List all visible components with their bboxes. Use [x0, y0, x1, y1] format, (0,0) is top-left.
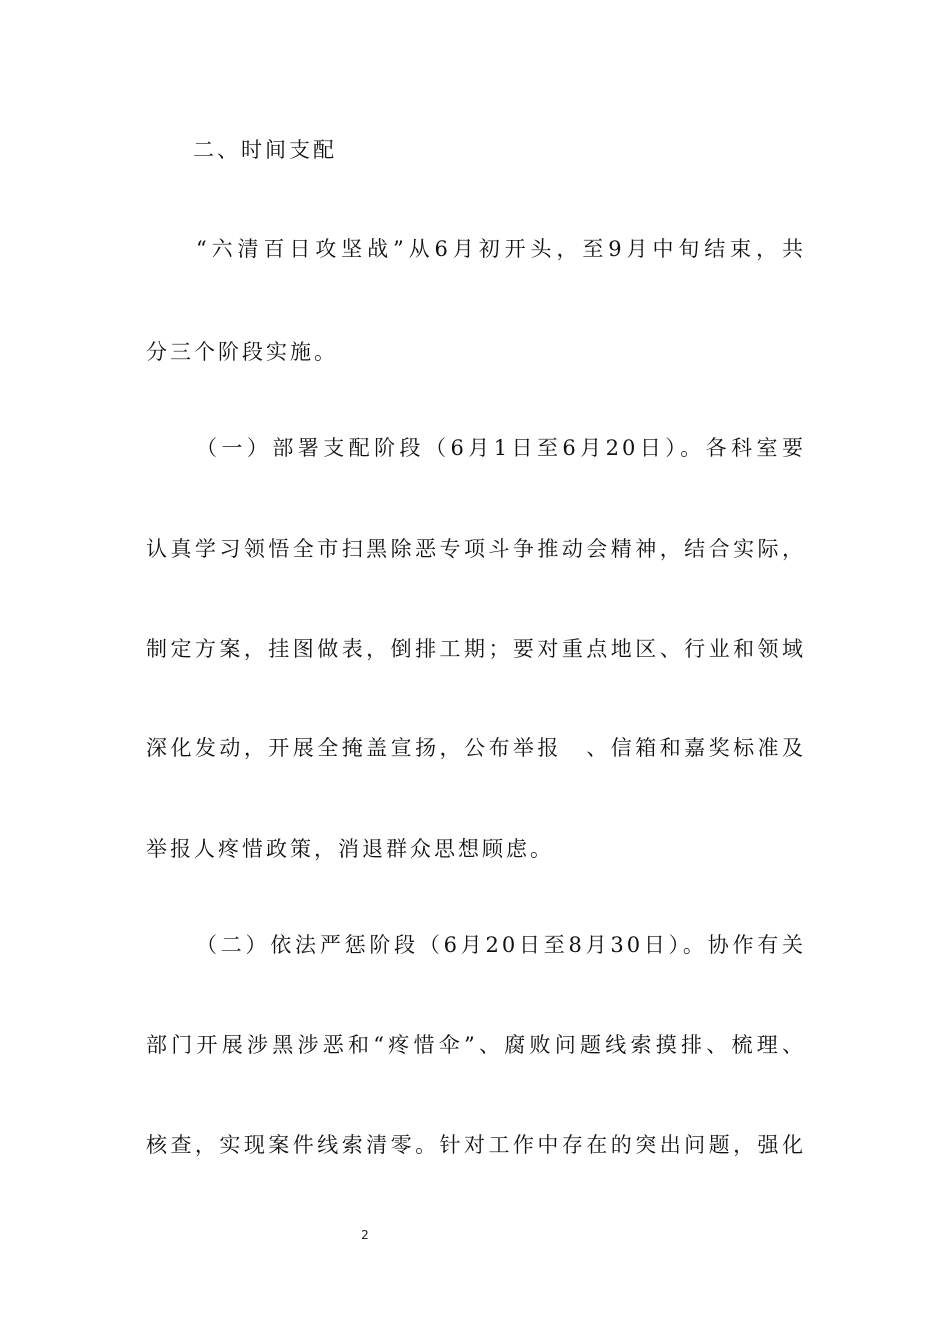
paragraph-3-line-2: 部门开展涉黑涉恶和“疼惜伞”、腐败问题线索摸排、梳理、	[146, 1033, 806, 1057]
paragraph-2-line-1: （一）部署支配阶段（6月1日至6月20日）。各科室要	[196, 436, 806, 460]
section-heading: 二、时间支配	[193, 138, 337, 162]
paragraph-3-line-1: （二）依法严惩阶段（6月20日至8月30日）。协作有关	[196, 933, 806, 957]
paragraph-2-line-2: 认真学习领悟全市扫黑除恶专项斗争推动会精神，结合实际，	[146, 537, 806, 561]
paragraph-2-line-5: 举报人疼惜政策，消退群众思想顾虑。	[146, 837, 554, 861]
page-number: 2	[361, 1228, 369, 1242]
paragraph-2-line-4: 深化发动，开展全掩盖宣扬，公布举报 、信箱和嘉奖标准及	[146, 736, 806, 760]
paragraph-1-line-1: “六清百日攻坚战”从6月初开头，至9月中旬结束，共	[196, 237, 806, 261]
paragraph-2-line-3: 制定方案，挂图做表，倒排工期；要对重点地区、行业和领域	[146, 637, 806, 661]
paragraph-3-line-3: 核查，实现案件线索清零。针对工作中存在的突出问题，强化	[146, 1133, 806, 1157]
paragraph-1-line-2: 分三个阶段实施。	[146, 340, 338, 364]
